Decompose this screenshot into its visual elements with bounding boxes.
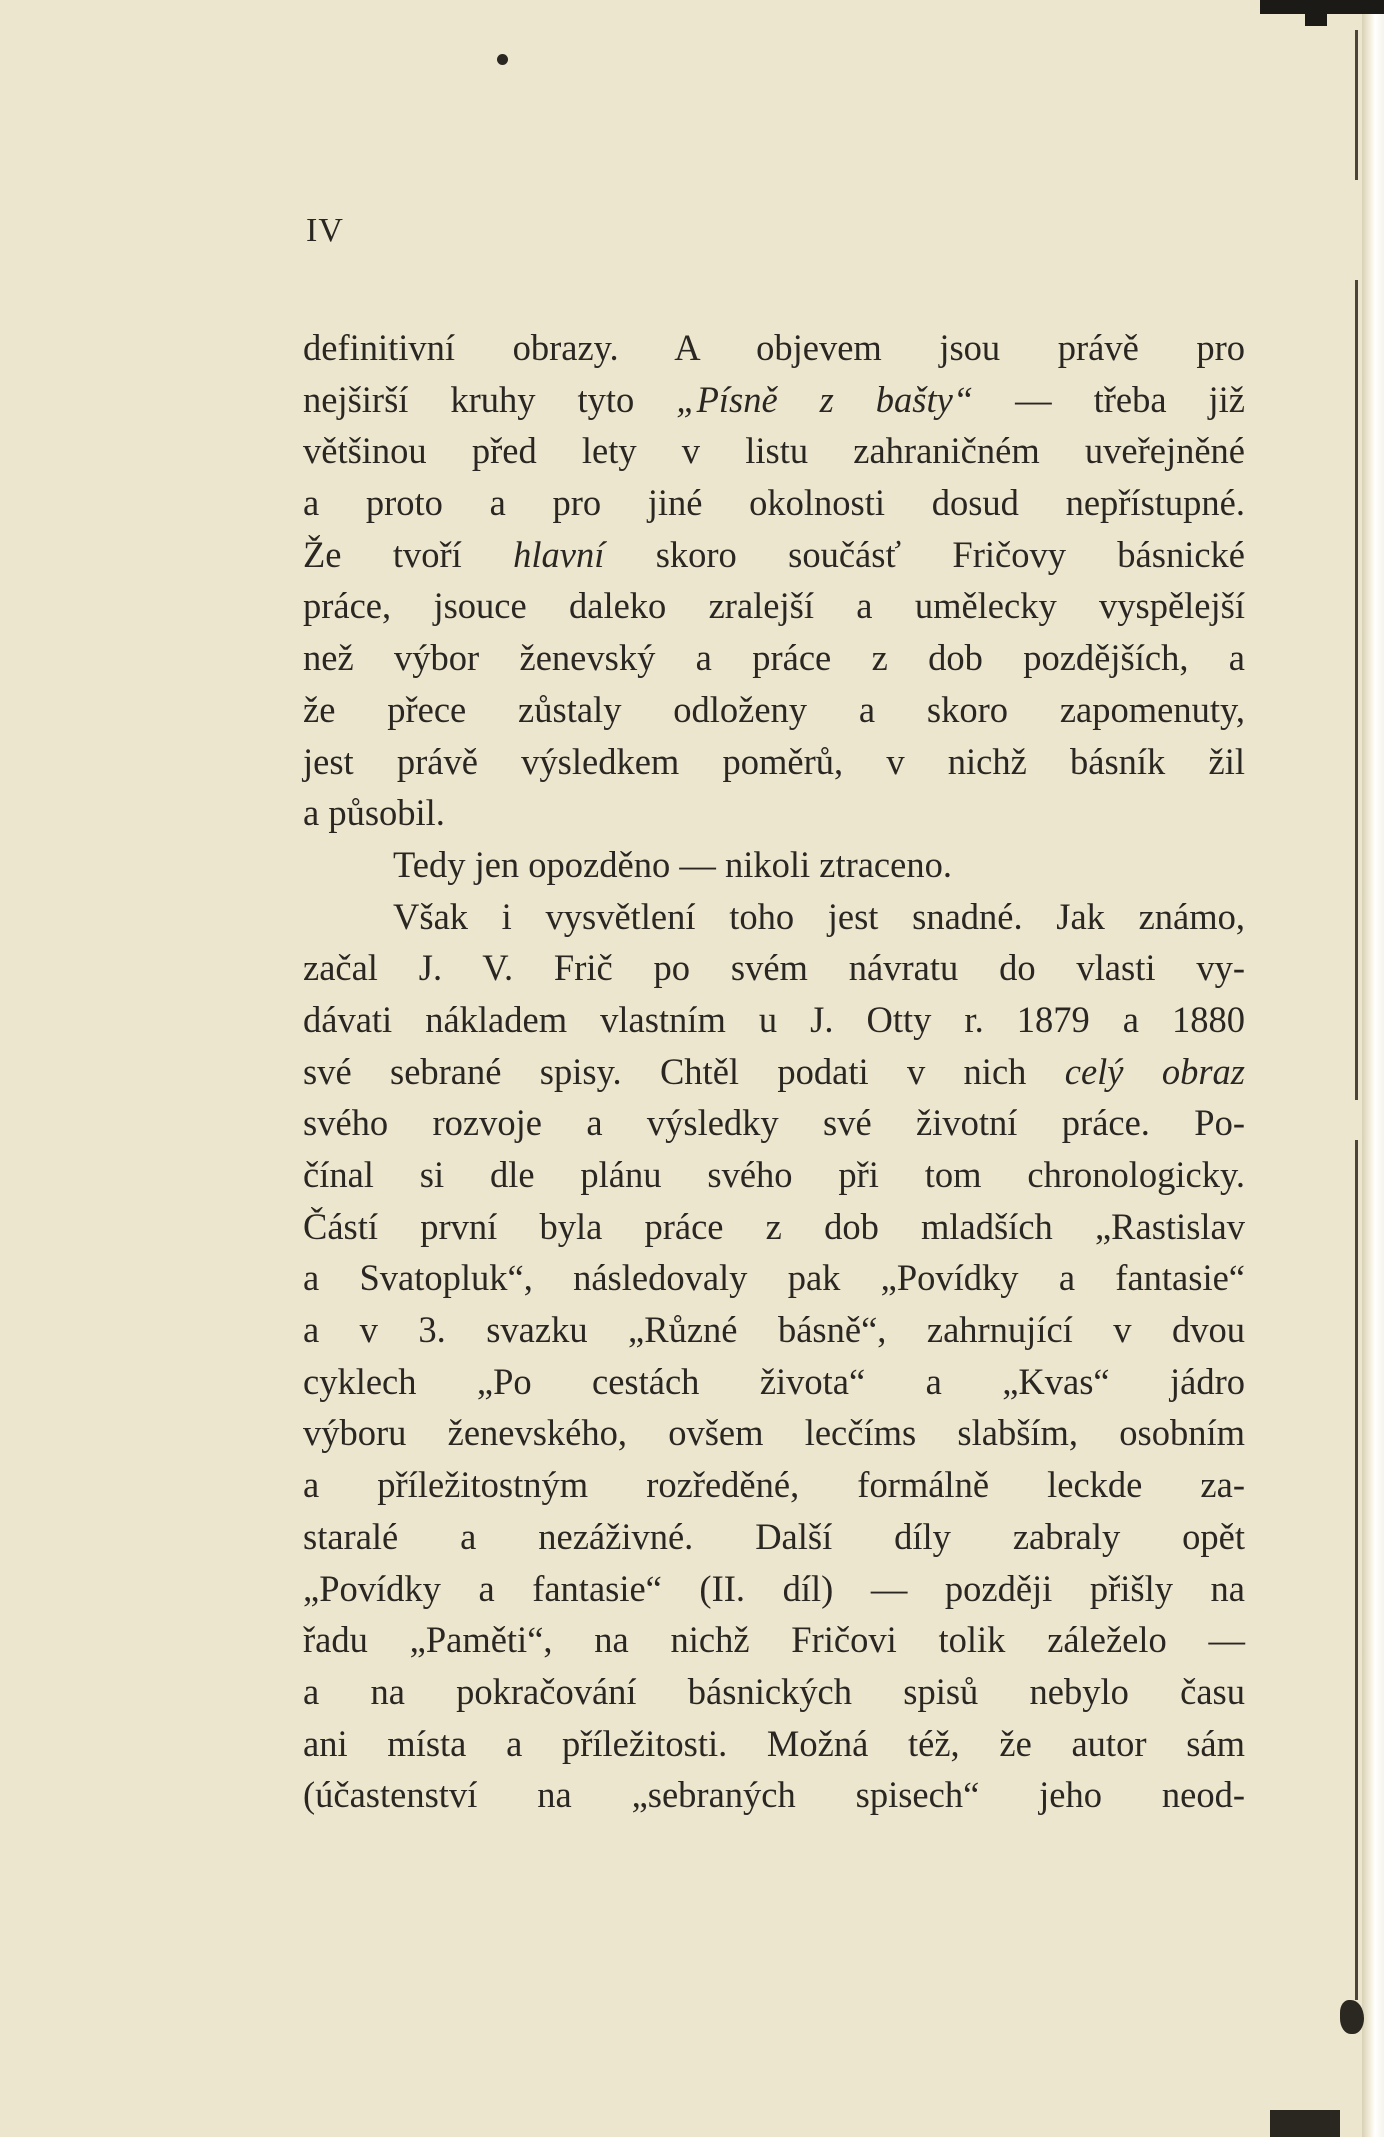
text-line bbox=[303, 1511, 1245, 1563]
text-run: své sebrané spisy. Chtěl podati v nich bbox=[303, 1050, 1065, 1092]
scan-border-notch bbox=[1305, 0, 1327, 26]
italic-text: celý obraz bbox=[1064, 1050, 1245, 1092]
text-line bbox=[303, 632, 1245, 684]
text-line bbox=[303, 787, 1245, 839]
text-line bbox=[303, 1563, 1245, 1615]
text-line bbox=[303, 1149, 1245, 1201]
text-run: — třeba již bbox=[973, 378, 1245, 420]
text-run: „Povídky a fantasie“ (II. díl) — později přišly na bbox=[303, 1567, 1245, 1609]
italic-text: „Písně z bašty“ bbox=[676, 378, 974, 420]
text-line bbox=[303, 1718, 1245, 1770]
scan-border-bottom bbox=[1270, 2110, 1340, 2137]
text-run: řadu „Paměti“, na nichž Fričovi tolik záleželo — bbox=[303, 1619, 1245, 1661]
text-line bbox=[303, 477, 1245, 529]
text-line bbox=[303, 684, 1245, 736]
text-line bbox=[303, 529, 1245, 581]
text-run: výboru ženevského, ovšem lecčíms slabším, osobním bbox=[303, 1412, 1245, 1454]
text-line bbox=[303, 736, 1245, 788]
text-run: a Svatopluk“, následovaly pak „Povídky a fantasie“ bbox=[303, 1257, 1245, 1299]
text-line bbox=[303, 942, 1245, 994]
ink-dot bbox=[497, 54, 508, 65]
text-run: většinou před lety v listu zahraničném uveřejněné bbox=[303, 430, 1245, 472]
text-run: práce, jsouce daleko zralejší a umělecky vyspělejší bbox=[303, 585, 1245, 627]
text-line bbox=[303, 1252, 1245, 1304]
text-run: Však i vysvětlení toho jest snadné. Jak známo, bbox=[393, 895, 1245, 937]
text-run: a na pokračování básnických spisů nebylo času bbox=[303, 1670, 1245, 1712]
text-run: že přece zůstaly odloženy a skoro zapomenuty, bbox=[303, 688, 1245, 730]
text-line bbox=[303, 374, 1245, 426]
text-run: (účastenství na „sebraných spisech“ jeho neod- bbox=[303, 1774, 1245, 1816]
page-edge-line bbox=[1355, 280, 1358, 1100]
text-line bbox=[303, 994, 1245, 1046]
text-run: začal J. V. Frič po svém návratu do vlasti vy- bbox=[303, 947, 1245, 989]
text-line bbox=[303, 580, 1245, 632]
page-edge-line bbox=[1355, 1140, 1358, 2000]
text-run: definitivní obrazy. A objevem jsou právě pro bbox=[303, 327, 1245, 368]
text-run: a působil. bbox=[303, 792, 445, 834]
text-run: ani místa a příležitosti. Možná též, že autor sám bbox=[303, 1722, 1245, 1764]
text-run: Že tvoří bbox=[303, 533, 514, 575]
text-run: a v 3. svazku „Různé básně“, zahrnující v dvou bbox=[303, 1309, 1245, 1351]
text-line bbox=[303, 1304, 1245, 1356]
scan-edge-mark bbox=[1340, 2000, 1364, 2034]
text-line bbox=[303, 891, 1245, 943]
text-run: než výbor ženevský a práce z dob pozdějších, a bbox=[303, 637, 1245, 679]
text-run: a proto a pro jiné okolnosti dosud nepřístupné. bbox=[303, 482, 1245, 524]
text-run: Částí první byla práce z dob mladších „Rastislav bbox=[303, 1205, 1245, 1247]
italic-text: hlavní bbox=[513, 533, 605, 575]
page-edge bbox=[1362, 0, 1384, 2137]
text-run: jest právě výsledkem poměrů, v nichž básník žil bbox=[303, 740, 1245, 782]
body-text bbox=[303, 322, 1245, 1821]
text-run: čínal si dle plánu svého při tom chronologicky. bbox=[303, 1154, 1245, 1195]
text-line bbox=[303, 1459, 1245, 1511]
text-line bbox=[303, 322, 1245, 374]
text-run: skoro součásť Fričovy básnické bbox=[604, 533, 1245, 575]
text-line bbox=[303, 1407, 1245, 1459]
text-line bbox=[303, 839, 1245, 891]
page-number: IV bbox=[306, 212, 344, 249]
text-run: dávati nákladem vlastním u J. Otty r. 1879 a 1880 bbox=[303, 998, 1245, 1040]
text-run: svého rozvoje a výsledky své životní práce. Po- bbox=[303, 1102, 1245, 1144]
text-run: nejširší kruhy tyto bbox=[303, 378, 677, 420]
text-run: Tedy jen opozděno — nikoli ztraceno. bbox=[393, 843, 952, 885]
text-line bbox=[303, 1666, 1245, 1718]
text-line bbox=[303, 1769, 1245, 1821]
text-line bbox=[303, 1097, 1245, 1149]
text-run: staralé a nezáživné. Další díly zabraly opět bbox=[303, 1515, 1245, 1557]
text-line bbox=[303, 1356, 1245, 1408]
text-line bbox=[303, 425, 1245, 477]
text-run: a příležitostným rozředěné, formálně leckde za- bbox=[303, 1464, 1245, 1506]
text-line bbox=[303, 1614, 1245, 1666]
text-line bbox=[303, 1201, 1245, 1253]
text-run: cyklech „Po cestách života“ a „Kvas“ jádro bbox=[303, 1360, 1245, 1402]
page-edge-line bbox=[1355, 30, 1358, 180]
text-line bbox=[303, 1046, 1245, 1098]
